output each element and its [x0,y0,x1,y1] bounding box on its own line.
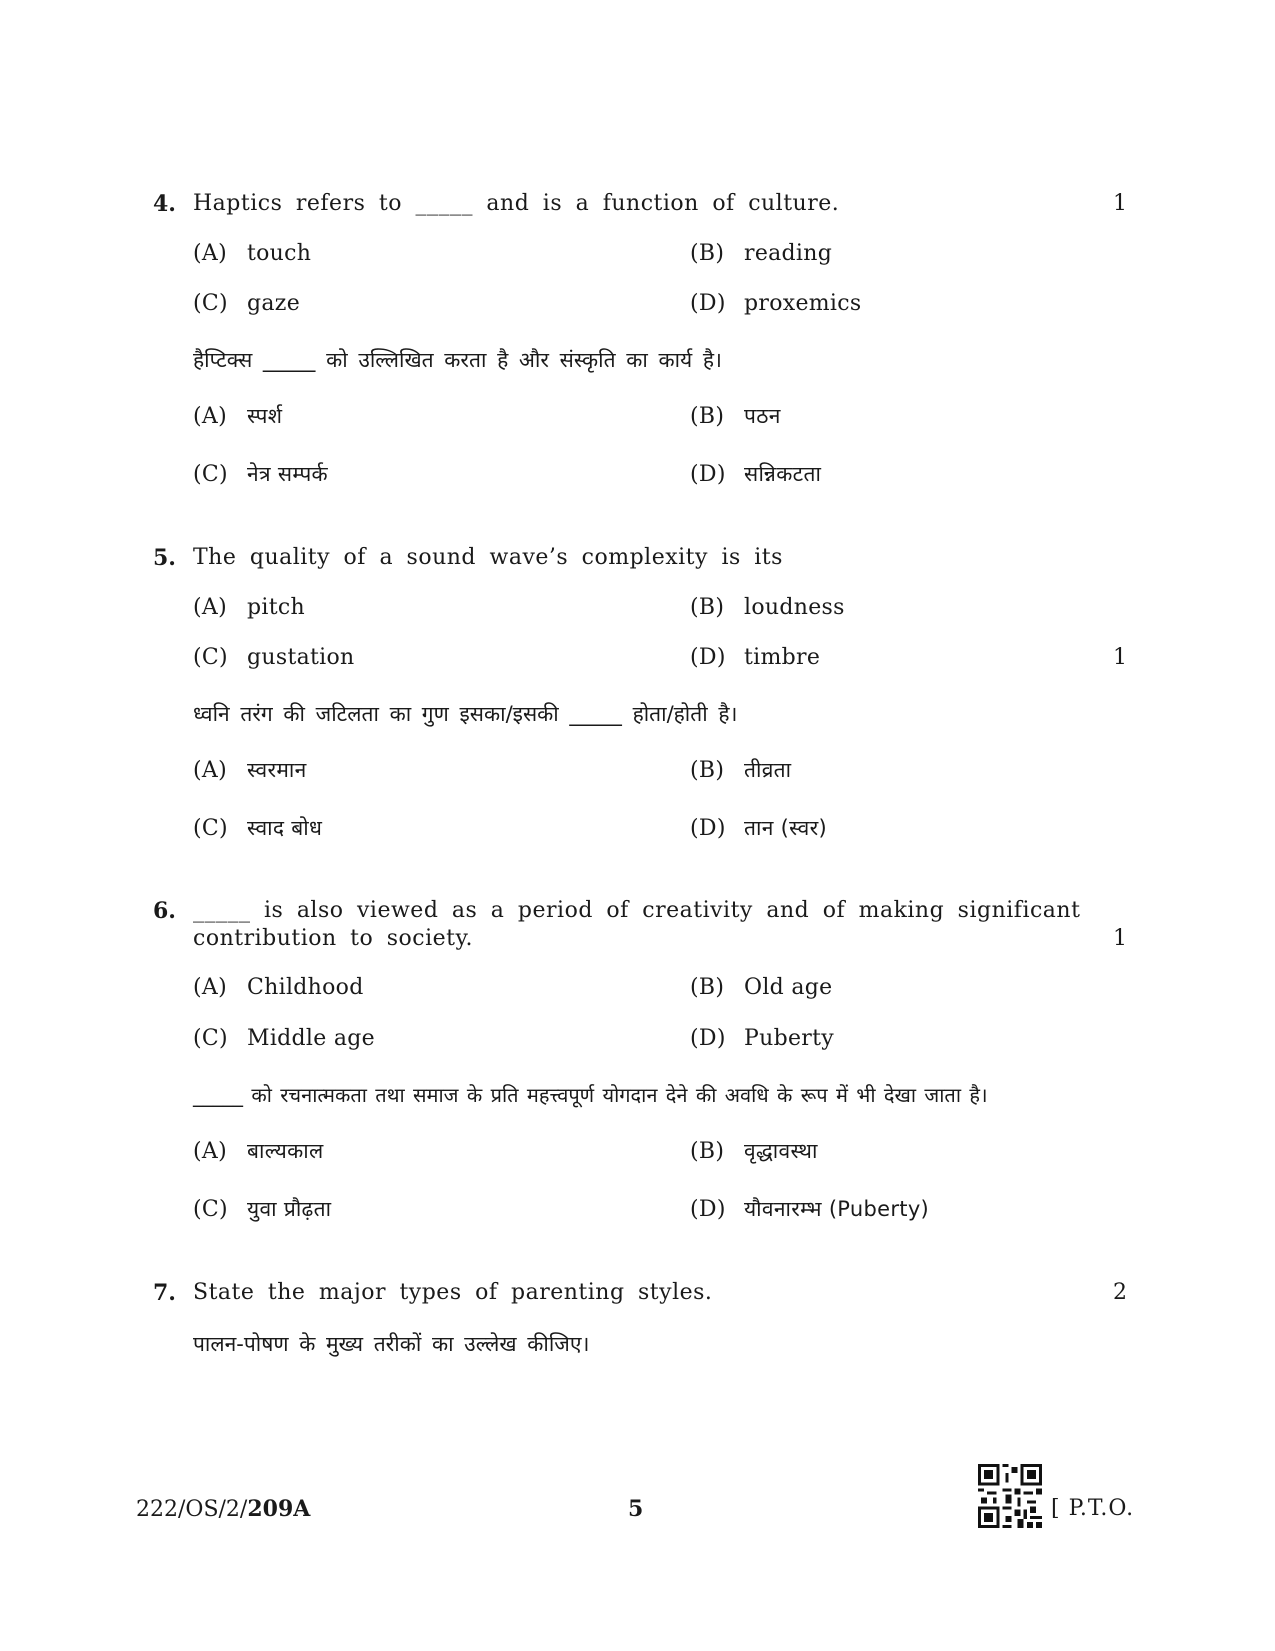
question-stem-hi: हैप्टिक्स _____ को उल्लिखित करता है और संस्कृति का कार्य है। [193,348,722,372]
option-text: Childhood [247,975,364,1000]
option-b [690,241,832,266]
option-label: (C) [193,1026,228,1051]
option-text: Puberty [744,1026,834,1051]
question-marks: 2 [1113,1280,1127,1305]
question-number: 7. [153,1280,176,1306]
question-stem-en-line2: contribution to society. [193,926,473,951]
option-text: proxemics [744,291,862,316]
option-label: (D) [690,291,726,316]
option-label: (D) [690,645,726,670]
option-label: (D) [690,816,726,841]
option-text: gaze [247,291,301,316]
option-a-hi [193,1137,324,1165]
option-d-hi [690,1195,929,1223]
option-a-hi [193,402,282,430]
option-label: (B) [690,241,725,266]
question-marks: 1 [1113,926,1127,951]
option-text: touch [247,241,312,266]
option-text: पठन [744,404,781,428]
option-b-hi [690,756,791,784]
option-text: Old age [744,975,833,1000]
option-text: नेत्र सम्पर्क [247,462,328,486]
option-c-hi [193,460,328,488]
option-c [193,1026,375,1051]
option-label: (C) [193,291,228,316]
option-label: (D) [690,1197,726,1222]
option-label: (A) [193,975,227,1000]
option-label: (B) [690,1139,725,1164]
option-label: (C) [193,645,228,670]
option-text: यौवनारम्भ (Puberty) [744,1197,930,1221]
question-number: 6. [153,898,176,924]
option-text: तीव्रता [744,758,792,782]
option-label: (B) [690,595,725,620]
option-text: वृद्धावस्था [744,1139,818,1163]
question-number: 4. [153,191,176,217]
option-text: gustation [247,645,355,670]
option-d [690,645,820,670]
option-label: (C) [193,462,228,487]
paper-code-bold: 209A [247,1496,311,1522]
option-text: pitch [247,595,305,620]
option-text: युवा प्रौढ़ता [247,1197,332,1221]
option-text: reading [744,241,833,266]
question-marks: 1 [1113,191,1127,216]
option-label: (C) [193,1197,228,1222]
option-text: स्वाद बोध [247,816,323,840]
question-stem-en-line1: _____ is also viewed as a period of creativity and of making significant [193,898,1081,923]
option-text: तान (स्वर) [744,816,827,840]
option-text: Middle age [247,1026,375,1051]
question-stem-en: The quality of a sound wave’s complexity is its [193,545,783,570]
question-stem-hi: _____ को रचनात्मकता तथा समाज के प्रति महत्त्वपूर्ण योगदान देने की अवधि के रूप में भी देखा जाता है। [193,1083,988,1107]
option-text: timbre [744,645,821,670]
option-label: (A) [193,1139,227,1164]
option-label: (D) [690,1026,726,1051]
option-label: (A) [193,595,227,620]
option-label: (B) [690,758,725,783]
option-c [193,645,355,670]
option-d [690,1026,834,1051]
question-number: 5. [153,545,176,571]
page-number: 5 [628,1496,644,1522]
paper-code [136,1496,310,1522]
option-c [193,291,300,316]
paper-code-prefix: 222/OS/2/ [136,1497,248,1522]
option-label: (D) [690,462,726,487]
option-b-hi [690,402,781,430]
option-label: (A) [193,758,227,783]
question-stem-en: Haptics refers to _____ and is a function of culture. [193,191,840,216]
option-c-hi [193,1195,331,1223]
option-b-hi [690,1137,818,1165]
option-label: (B) [690,975,725,1000]
option-d-hi [690,460,821,488]
option-label: (A) [193,404,227,429]
option-label: (C) [193,816,228,841]
option-d-hi [690,814,827,842]
pto-text: [ P.T.O. [1051,1496,1135,1521]
option-a [193,975,364,1000]
option-label: (B) [690,404,725,429]
option-b [690,595,845,620]
option-text: सन्निकटता [744,462,822,486]
question-stem-en: State the major types of parenting styles. [193,1280,713,1305]
qr-code-icon [978,1464,1042,1528]
question-marks: 1 [1113,645,1127,670]
option-d [690,291,861,316]
question-stem-hi: ध्वनि तरंग की जटिलता का गुण इसका/इसकी _____ होता/होती है। [193,702,738,726]
option-a-hi [193,756,307,784]
option-c-hi [193,814,322,842]
option-text: स्पर्श [247,404,283,428]
question-stem-hi: पालन-पोषण के मुख्य तरीकों का उल्लेख कीजिए। [193,1332,590,1356]
option-a [193,241,311,266]
option-text: स्वरमान [247,758,307,782]
option-text: बाल्यकाल [247,1139,324,1163]
option-b [690,975,832,1000]
option-label: (A) [193,241,227,266]
option-text: loudness [744,595,845,620]
option-a [193,595,305,620]
